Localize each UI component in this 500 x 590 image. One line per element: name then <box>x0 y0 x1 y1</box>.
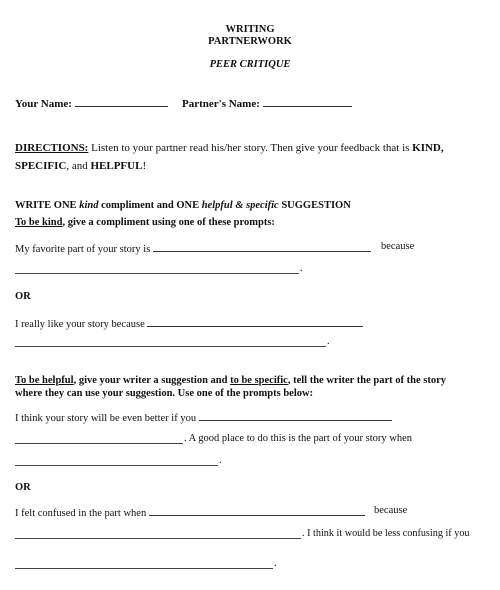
instruction-part3: SUGGESTION <box>281 200 351 211</box>
prompt1-field[interactable] <box>153 241 371 252</box>
prompt3-start: I think your story will be even better if you <box>15 413 197 424</box>
instruction-amp: & <box>235 200 244 211</box>
prompt2-field[interactable] <box>147 316 363 327</box>
title-line2: PARTNERWORK <box>208 36 292 47</box>
to-be-kind: To be kind <box>15 217 63 228</box>
prompt4-row <box>15 505 365 519</box>
instruction-line <box>15 200 351 211</box>
prompt1-continuation-line[interactable] <box>15 273 299 274</box>
prompt3-field[interactable] <box>199 410 392 421</box>
prompt4-field[interactable] <box>149 505 365 516</box>
title-line1: WRITING <box>225 24 275 35</box>
your-name-label: Your Name: <box>15 98 72 110</box>
subtitle: PEER CRITIQUE <box>209 59 291 70</box>
directions-line1 <box>15 142 444 154</box>
kind-prompt-heading <box>15 217 275 228</box>
to-be-specific: to be specific <box>230 375 288 386</box>
prompt4-start: I felt confused in the part when <box>15 508 147 519</box>
prompt2-row <box>15 316 363 330</box>
helpful-mid2: , tell the writer the part of the story <box>287 375 446 386</box>
prompt4-continuation-line[interactable] <box>15 568 273 569</box>
directions-text: Listen to your partner read his/her story. Then give your feedback that is <box>91 142 410 154</box>
directions-line2 <box>15 160 146 172</box>
partner-name-label: Partner's Name: <box>182 98 260 110</box>
prompt4-end: because <box>374 505 408 516</box>
prompt2-start: I really like your story because <box>15 319 145 330</box>
prompt3-row <box>15 410 392 424</box>
period: . <box>219 455 222 466</box>
kind-prompt-text: , give a compliment using one of these prompts: <box>62 217 275 228</box>
helpful-heading-line1 <box>15 375 446 386</box>
directions-and: , and <box>66 160 88 172</box>
prompt3-continuation-line[interactable] <box>15 465 218 466</box>
period: . <box>327 336 330 347</box>
your-name-field[interactable] <box>75 96 168 107</box>
to-be-helpful: To be helpful <box>15 375 74 386</box>
prompt1-row <box>15 241 371 255</box>
directions-kind: KIND <box>412 142 441 154</box>
prompt4-cont: . I think it would be less confusing if you <box>302 528 470 539</box>
period: . <box>300 263 303 274</box>
prompt3-cont: . A good place to do this is the part of your story when <box>184 433 413 444</box>
directions-specific: SPECIFIC <box>15 160 67 172</box>
directions-label: DIRECTIONS: <box>15 142 89 154</box>
prompt1-end: because <box>381 241 415 252</box>
prompt1-start: My favorite part of your story is <box>15 244 151 255</box>
instruction-kind: kind <box>79 200 99 211</box>
directions-end: ! <box>142 160 147 172</box>
period: . <box>274 558 277 569</box>
or-separator-2: OR <box>15 482 31 493</box>
instruction-part2: compliment and ONE <box>101 200 200 211</box>
or-separator: OR <box>15 291 31 302</box>
your-name-row <box>15 96 168 110</box>
partner-name-row <box>182 96 352 110</box>
prompt4-blank-line[interactable] <box>15 538 301 539</box>
prompt2-continuation-line[interactable] <box>15 346 326 347</box>
instruction-part1: WRITE ONE <box>15 200 77 211</box>
helpful-mid1: , give your writer a suggestion and <box>73 375 228 386</box>
directions-helpful: HELPFUL <box>90 160 143 172</box>
partner-name-field[interactable] <box>263 96 352 107</box>
helpful-heading-line2: where they can use your suggestion. Use one of the prompts below: <box>15 388 314 399</box>
directions-comma: , <box>440 142 444 154</box>
instruction-specific: specific <box>246 200 279 211</box>
instruction-helpful: helpful <box>201 200 233 211</box>
prompt3-blank-line[interactable] <box>15 443 183 444</box>
